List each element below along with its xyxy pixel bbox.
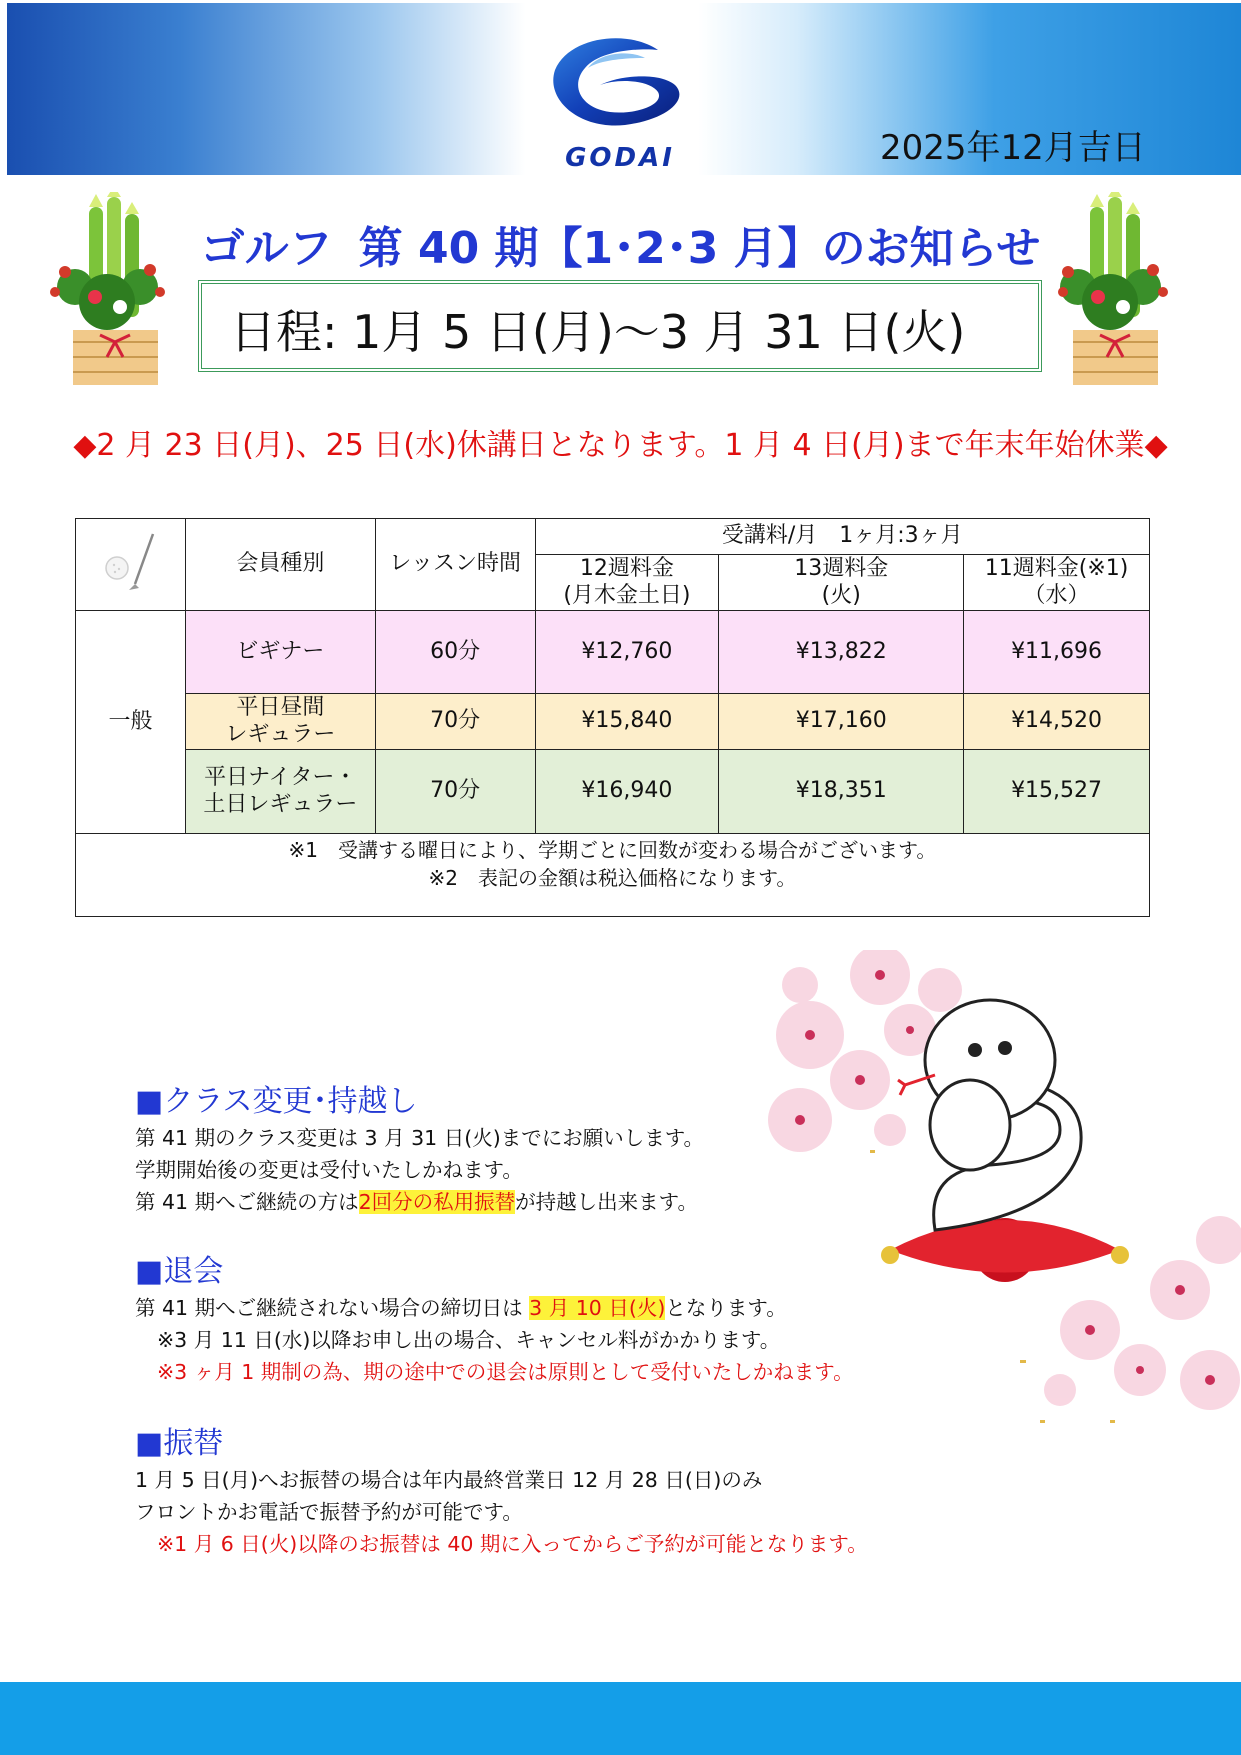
- transfer-line-2: フロントかお電話で振替予約が可能です。: [135, 1500, 523, 1524]
- withdrawal-heading: ■退会: [135, 1254, 224, 1289]
- deadline-highlight: 3 月 10 日(火): [529, 1296, 666, 1320]
- transfer-line-3: ※1 月 6 日(火)以降のお振替は 40 期に入ってからご予約が可能となります。: [157, 1532, 868, 1556]
- member-type-weekday-day: 平日昼間 レギュラー: [185, 694, 375, 750]
- fee-cell: ¥17,160: [719, 694, 964, 750]
- category-general: 一般: [76, 611, 186, 834]
- transfer-heading: ■振替: [135, 1426, 224, 1461]
- col-member-type: 会員種別: [185, 519, 375, 611]
- table-row: [76, 694, 1150, 750]
- class-change-line-3: 第 41 期へご継続の方は2回分の私用振替が持越し出来ます。: [135, 1190, 699, 1214]
- fee-cell: ¥18,351: [719, 750, 964, 834]
- withdrawal-line-3: ※3 ヶ月 1 期制の為、期の途中での退会は原則として受付いたしかねます。: [157, 1360, 854, 1384]
- col-fee-group: 受講料/月 1ヶ月:3ヶ月: [535, 519, 1150, 555]
- member-type-beginner: ビギナー: [185, 611, 375, 694]
- fee-table: [75, 518, 1150, 917]
- withdrawal-line-2: ※3 月 11 日(水)以降お申し出の場合、キャンセル料がかかります。: [157, 1328, 781, 1352]
- lesson-time: 70分: [375, 750, 535, 834]
- table-notes: [76, 834, 1150, 917]
- holiday-notice: ◆2 月 23 日(月)、25 日(水)休講日となります。1 月 4 日(月)まで年末年始休業◆: [73, 428, 1168, 463]
- col-lesson-time: レッスン時間: [375, 519, 535, 611]
- fee-cell: ¥13,822: [719, 611, 964, 694]
- godai-swirl-icon: [540, 30, 700, 145]
- col-fee-11week: 11週料金(※1) （水）: [964, 555, 1150, 611]
- fee-cell: ¥15,840: [535, 694, 719, 750]
- fee-cell: ¥12,760: [535, 611, 719, 694]
- withdrawal-line-1: 第 41 期へご継続されない場合の締切日は 3 月 10 日(火)となります。: [135, 1296, 787, 1320]
- lesson-time: 70分: [375, 694, 535, 750]
- issue-date: 2025年12月吉日: [880, 128, 1146, 168]
- col-fee-12week: 12週料金 (月木金土日): [535, 555, 719, 611]
- class-change-line-2: 学期開始後の変更は受付いたしかねます。: [135, 1158, 523, 1182]
- golf-icon-cell: [76, 519, 186, 611]
- class-change-line-1: 第 41 期のクラス変更は 3 月 31 日(火)までにお願いします。: [135, 1126, 705, 1150]
- footer-band: [0, 1682, 1241, 1755]
- schedule-box: [198, 280, 1042, 372]
- class-change-heading: ■クラス変更･持越し: [135, 1084, 418, 1119]
- table-note-1: ※1 受講する曜日により、学期ごとに回数が変わる場合がございます。: [288, 838, 937, 862]
- carryover-highlight: 2回分の私用振替: [358, 1190, 516, 1214]
- fee-cell: ¥16,940: [535, 750, 719, 834]
- fee-cell: ¥11,696: [964, 611, 1150, 694]
- section-transfer: [135, 1424, 868, 1560]
- schedule-text: 日程: 1月 5 日(月)～3 月 31 日(火): [230, 305, 966, 359]
- title-golf: ゴルフ: [200, 223, 333, 274]
- section-class-change: [135, 1082, 704, 1218]
- col-fee-13week: 13週料金 (火): [719, 555, 964, 611]
- member-type-night-weekend: 平日ナイター・ 土日レギュラー: [185, 750, 375, 834]
- page-title: [0, 212, 1241, 276]
- godai-logo: [540, 30, 700, 175]
- table-row: [76, 750, 1150, 834]
- title-term: 第 40 期【1･2･3 月】のお知らせ: [358, 223, 1041, 274]
- lesson-time: 60分: [375, 611, 535, 694]
- fee-cell: ¥14,520: [964, 694, 1150, 750]
- logo-text: GODAI: [565, 143, 675, 173]
- fee-cell: ¥15,527: [964, 750, 1150, 834]
- golf-club-ball-icon: [95, 526, 165, 596]
- table-row: [76, 611, 1150, 694]
- section-withdrawal: [135, 1252, 854, 1388]
- table-note-2: ※2 表記の金額は税込価格になります。: [428, 866, 797, 890]
- transfer-line-1: 1 月 5 日(月)へお振替の場合は年内最終営業日 12 月 28 日(日)のみ: [135, 1468, 763, 1492]
